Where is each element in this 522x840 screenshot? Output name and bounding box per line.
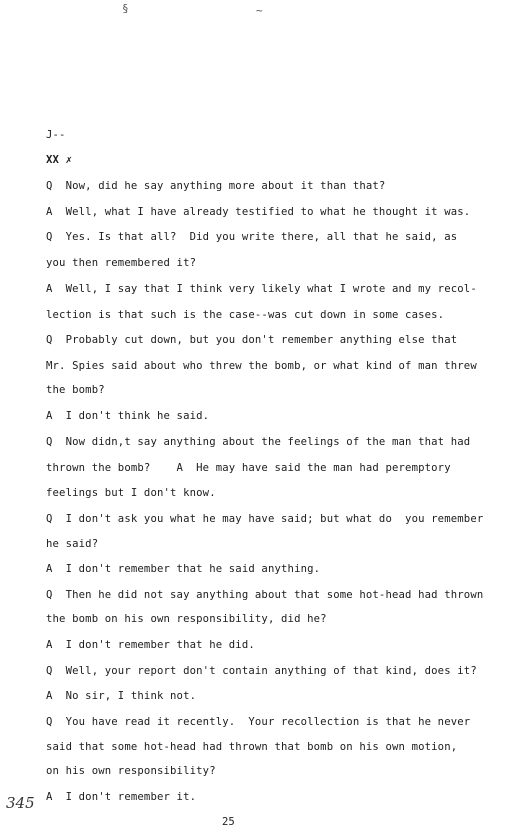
testimony-line: Q Then he did not say anything about that some hot-head had thrown <box>46 589 484 601</box>
testimony-line: A Well, what I have already testified to what he thought it was. <box>46 206 471 218</box>
testimony-line: feelings but I don't know. <box>46 487 216 499</box>
testimony-line: Q Now didn,t say anything about the feelings of the man that had <box>46 436 471 448</box>
testimony-line: Q Yes. Is that all? Did you write there, all that he said, as <box>46 231 458 243</box>
header-mark: ~ <box>256 4 263 17</box>
page-number: 25 <box>222 816 235 828</box>
testimony-line: the bomb? <box>46 384 105 396</box>
testimony-line: A Well, I say that I think very likely what I wrote and my recol- <box>46 283 477 295</box>
testimony-line: thrown the bomb? A He may have said the man had peremptory <box>46 462 451 474</box>
testimony-line: on his own responsibility? <box>46 765 216 777</box>
testimony-line: Q Well, your report don't contain anything of that kind, does it? <box>46 665 477 677</box>
testimony-line: Q Probably cut down, but you don't remember anything else that <box>46 334 458 346</box>
section-marker: J-- <box>46 129 66 141</box>
testimony-line: the bomb on his own responsibility, did he? <box>46 613 327 625</box>
handwritten-margin-note: 345 <box>6 794 35 812</box>
cross-examination-marker: XX ✗ <box>46 154 73 166</box>
testimony-line: A I don't remember that he said anything. <box>46 563 321 575</box>
testimony-line: Mr. Spies said about who threw the bomb, or what kind of man threw <box>46 360 477 372</box>
testimony-line: A I don't think he said. <box>46 410 210 422</box>
testimony-line: Q I don't ask you what he may have said; but what do you remember <box>46 513 484 525</box>
testimony-line: lection is that such is the case--was cut down in some cases. <box>46 309 445 321</box>
testimony-line: said that some hot-head had thrown that bomb on his own motion, <box>46 741 458 753</box>
testimony-line: A No sir, I think not. <box>46 690 197 702</box>
testimony-line: he said? <box>46 538 99 550</box>
testimony-line: A I don't remember that he did. <box>46 639 255 651</box>
testimony-line: Q You have read it recently. Your recollection is that he never <box>46 716 471 728</box>
testimony-line: Q Now, did he say anything more about it than that? <box>46 180 386 192</box>
header-mark: § <box>122 2 129 15</box>
testimony-line: A I don't remember it. <box>46 791 197 803</box>
testimony-line: you then remembered it? <box>46 257 197 269</box>
